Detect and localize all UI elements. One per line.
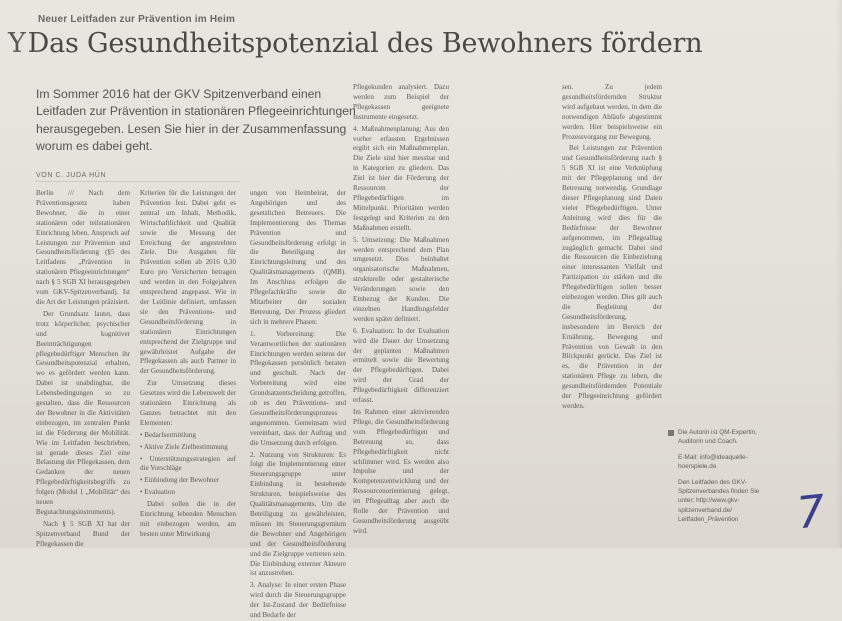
author-box <box>678 428 774 531</box>
article-intro <box>36 86 356 155</box>
article-kicker: Neuer Leitfaden zur Prävention im Heim <box>38 14 236 25</box>
list-item: • Bedarfsermittlung <box>140 430 196 439</box>
magazine-logo-icon: Y <box>8 28 26 59</box>
author-email: E-Mail: info@ideaquelle-hoerspiele.de <box>678 453 748 471</box>
paragraph: sen. Zu jedem gesundheitsfördernden Struktur wird aufgebaut werden, in dem die notwendigen Abläufe abgestimmt werden. Hier beispielsweise ein Prozessvorgang zur Bewegung. <box>562 83 662 141</box>
paragraph: Der Grundsatz lautet, dass trotz körperlicher, psychischer und kognitiver Beeinträchtigungen pflegebedürftiger Menschen ihr Gesundheitspotenzial erhalten, wo es gefördert werden kann. Dabei ist unabdingbar, die Lebensbedingungen so zu gestalten, dass die Ressourcen der Bewohner in die Aktivitäten einbezogen, im zentralen Punkt ist die Förderung der Mobilität. Wie im Leitfaden beschrieben, ist gerade dieses Ziel eine Belastung der Pflegekassen, dem Gedanken der neuen Pflegebedürftigkeitsbegriffs zu folgen (Modul 1 „Mobilität“ des neuen Begutachtungsinstruments). <box>36 309 130 516</box>
paragraph: Zur Umsetzung dieses Gesetzes wird die Lebenswelt der stationären Einrichtung als Ganzes betrachtet mit den Elementen: <box>140 379 236 427</box>
guideline-link: Den Leitfaden des GKV-Spitzenverbandes finden Sie unter: http://www.gkv-spitzenverband.de/ Leitfaden_Prävention <box>678 478 760 524</box>
paragraph: 5. Umsetzung: Die Maßnahmen werden entsprechend dem Plan umgesetzt. Dies beinhaltet organisatorische Maßnahmen, strukturelle oder gestalterische Veränderungen sowie den Einbezug der Kunden. Die einzelnen Handlungsfelder werden später definiert. <box>353 235 449 323</box>
list-item: • Aktive Ziele Zielbestimmung <box>140 442 228 451</box>
list-item: • Unterstützungsstrategien auf die Vorschläge <box>140 454 236 473</box>
square-bullet-icon <box>668 430 674 436</box>
list-item: • Evaluation <box>140 488 175 497</box>
handwritten-page-number: 7 <box>794 485 828 540</box>
page-edge-shadow <box>836 0 842 548</box>
paragraph: 3. Analyse: In einer ersten Phase wird durch die Steuerungsgruppe der Ist-Zustand der Bedürfnisse und Bedarfe der <box>250 581 346 620</box>
paragraph: 1. Vorbereitung: Die Verantwortlichen der stationären Einrichtungen werden seitens der Pflegekassen persönlich beraten und geschult. Nach der Vorbereitung wird eine Grundsatzentscheidung getroffen, ob es den Präventions- und Gesundheitsförderungsprozess angenommen. Gemeinsam wird vereinbart, dass der Auftrag und die Umsetzung durch erfolgen. <box>250 329 346 447</box>
author-info: Die Autorin ist QM-Expertin, Auditorin und Coach. <box>678 429 757 446</box>
text-column-3 <box>250 189 346 620</box>
paragraph: Berlin /// Nach dem Präventionsgesetz haben Bewohner, die in einer stationären oder teilstationären Einrichtung leben, Anspruch auf Leistungen zur Prävention und Gesundheitsförderung (§5 des Leitfadens „Prävention in stationären Pflegeeinrichtungen“ nach § 5 SGB XI herausgegeben vom GKV-Spitzenverband). Ist die Art der Leistungen präzisiert. <box>36 189 130 306</box>
paragraph: Nach § 5 SGB XI hat der Spitzenverband Bund der Pflegekassen die <box>36 519 130 548</box>
article-byline: VON C. JUDA HÜN <box>36 172 107 179</box>
paragraph: Pflegekunden analysiert. Dazu werden zum Beispiel der Pflegekassen geeignete Instrumente eingesetzt. <box>353 83 449 121</box>
text-column-4 <box>353 83 449 545</box>
list-item: • Einbindung der Bewohner <box>140 476 220 485</box>
paragraph: Im Rahmen einer aktivierenden Pflege, die Gesundheitsförderung vom Pflegebedürftigen und Betreuung so, dass Pflegebedürftigkeit nicht schlimmer wird. Es werden also Impulse und der Kompetenzentwicklung und der Ressourcenorientierung gelegt, im Pflegealltag aber auch die Rolle der Prävention und Gesundheitsförderung ausgeübt wird. <box>353 408 449 535</box>
text-column-2 <box>140 189 236 545</box>
paragraph: Kriterien für die Leistungen der Prävention fest. Dabei geht es zentral um Inhalt, Methodik, Wirtschaftlichkeit und Qualität sowie die Messung der Erreichung der angestrebten Ziele. Die Ausgaben für Prävention sollen ab 2016 0,30 Euro pro Versicherten betragen und werden in den Folgejahren entsprechend angepasst. Wie in der Leitlinie definiert, umfassen sie den Präventions- und Gesundheitsförderung in stationären Einrichtungen entsprechend der Zielgruppe und gewährleistet Aufgabe der Pflegekassen als auch Partner in der Gesundheitsförderung. <box>140 189 236 376</box>
article-headline <box>8 28 702 59</box>
paragraph: Dabei sollen die in der Einrichtung lebenden Menschen mit einbezogen werden, am besten unter Mitwirkung <box>140 500 236 538</box>
paragraph: 2. Nutzung von Strukturen: Es folgt die Implementierung einer Steuerungsgruppe unter Einbindung in bestehende Strukturen, beispielsweise des Qualitätsmanagements. Um die Beteiligung zu gewährleisten, müssen im Steuerungsgremium die Bewohner und Angehörigen und der Gesundheitsförderung und die Zielgruppe vertreten sein. Die Einbindung externer Akteure ist anzustreben. <box>250 450 346 578</box>
intro-text: Im Sommer 2016 hat der GKV Spitzenverband einen Leitfaden zur Prävention in stationären Pflegeeinrichtungen herausgegeben. Lesen Sie hier in der Zusammenfassung worum es dabei geht. <box>36 87 356 153</box>
paragraph: Bei Leistungen zur Prävention und Gesundheitsförderung nach § 5 SGB XI ist eine Verknüpfung mit der Pflegeplanung und der Betreuung notwendig. Grundlage dieser Pflegeplanung sind Daten vieler Pflegebedürftigen. Unter Anleitung wird dies für die Bedürfnisse der Bewohner aufgenommen, im Pflegealltag zugänglich gemacht. Dabei sind die Ressourcen die Einbeziehung einer interessanten Vielfalt und Partizipation zu stärken und die Pflegebedürftigen sollen besser einbezogen werden. Dies gilt auch die Begleitung der Gesundheitsförderung, insbesondere im Bereich der Ernährung, Bewegung und Prävention von Gewalt in den Blickpunkt gerückt. Das Ziel ist es, die Prävention in der stationären Pflege zu leben, die gesundheitsfördernden Potentiale der Pflegeeinrichtung gefördert werden. <box>562 144 662 410</box>
headline-text: Das Gesundheitspotenzial des Bewohners fördern <box>27 28 703 59</box>
text-column-1 <box>36 189 130 548</box>
text-column-5 <box>562 83 662 545</box>
byline-divider <box>36 181 240 182</box>
paragraph: 4. Maßnahmenplanung: Aus den vorher erfassten Ergebnissen ergibt sich ein Maßnahmenplan. Die Ziele sind hier messbar und in Kategorien zu gliedern. Das Ziel ist hier die Förderung der Ressourcen der Pflegebedürftigen im Mittelpunkt. Prioritäten werden festgelegt und Kriterien zu den Maßnahmen erstellt. <box>353 124 449 232</box>
paragraph: 6. Evaluation: In der Evaluation wird die Dauer der Umsetzung der geplanten Maßnahmen ermittelt sowie die Bewertung der Pflegebedürftigen. Dabei wird der Grad der Pflegebedürftigkeit differenziert erfasst. <box>353 326 449 405</box>
paragraph: ungen von Heimbeirat, der Angehörigen und des gesetzlichen Betreuers. Die Implementierung des Themas Prävention und Gesundheitsförderung erfolgt in die Beteiligung der Einrichtungsleitung und des Qualitätsmanagements (QMB). Im Anschluss erfolgen die Pflegefachkräfte sowie die Mitarbeiter der sozialen Betreuung. Der Prozess gliedert sich in mehrere Phasen: <box>250 189 346 326</box>
